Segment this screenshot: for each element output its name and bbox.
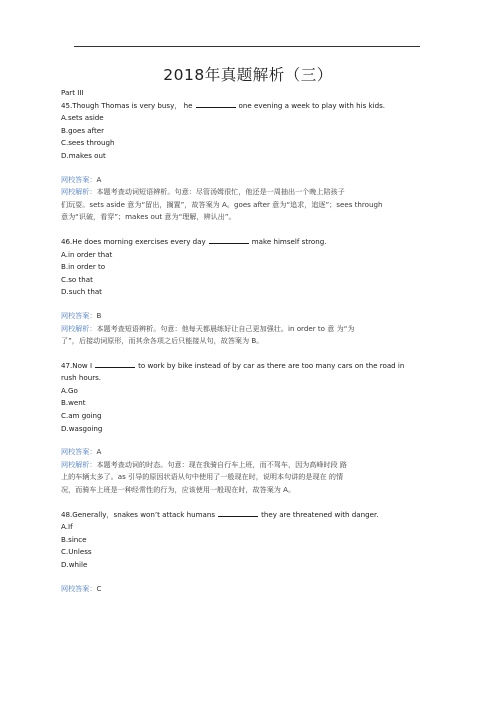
stem-text-after: one evening a week to play with his kids.	[238, 100, 386, 110]
analysis-text: 们玩耍。sets aside 意为“留出，搁置”，故答案为 A。goes after 意为“追求，追逐”；sees through	[61, 199, 383, 209]
question-stem	[61, 509, 433, 522]
answer-line	[61, 446, 433, 459]
stem-text-before: 46.He does morning exercises every day	[61, 236, 206, 246]
answer-label: 网校答案：	[61, 583, 97, 593]
analysis-text: 况，而骑车上班是一种经常性的行为，应该使用一般现在时，故答案为 A。	[61, 485, 296, 495]
answer-section	[61, 583, 433, 596]
option: C.sees through	[61, 138, 115, 148]
analysis-text: 本题考查动词的时态。句意：现在我骑自行车上班，而不驾车，因为高峰时段 路	[96, 459, 348, 469]
option: A.Go	[61, 385, 78, 395]
option: C.so that	[61, 274, 93, 284]
document-body	[61, 87, 433, 595]
option: B.went	[61, 398, 86, 408]
answer-blank	[218, 510, 258, 517]
answer-value: A	[96, 174, 102, 184]
option: B.goes after	[61, 125, 105, 135]
stem-text-before: 45.Though Thomas is very busy， he	[61, 100, 193, 110]
answer-label: 网校答案：	[61, 310, 97, 320]
answer-blank	[196, 101, 236, 108]
answer-label: 网校答案：	[61, 447, 97, 457]
answer-line	[61, 583, 433, 596]
stem-text-before: 47.Now I	[61, 360, 93, 370]
option: D.while	[61, 560, 88, 569]
analysis-text: 本题考查动词短语辨析。句意：尽管汤姆很忙，他还是一周抽出一个晚上陪孩子	[96, 187, 345, 197]
analysis-text: 上的车辆太多了。as 引导的原因状语从句中使用了一般现在时，说明本句讲的是现在 的情	[61, 472, 344, 482]
question-stem	[61, 360, 433, 373]
answer-section	[61, 174, 433, 224]
analysis-line	[61, 459, 433, 472]
analysis-line	[61, 186, 433, 199]
stem-text-after: make himself strong.	[251, 236, 327, 246]
answer-section	[61, 310, 433, 348]
answer-blank	[209, 237, 249, 244]
analysis-text: 了”，后接动词原形，而其余各项之后只能接从句，故答案为 B。	[61, 336, 264, 346]
option: A.in order that	[61, 249, 113, 259]
option: D.such that	[61, 287, 102, 297]
analysis-text: 意为“识破，看穿”；makes out 意为“理解，辨认出”。	[61, 212, 236, 222]
option: C.am going	[61, 411, 102, 421]
analysis-label: 网校解析：	[61, 459, 97, 469]
page-title: 2018年真题解析（三）	[163, 66, 333, 84]
analysis-label: 网校解析：	[61, 323, 97, 333]
option: A.If	[61, 522, 73, 532]
analysis-text: 本题考查短语辨析。句意：他每天都晨练好让自己更加强壮。in order to 意 为“为	[96, 323, 355, 333]
answer-section	[61, 446, 433, 496]
answer-line	[61, 310, 433, 323]
analysis-line	[61, 323, 433, 336]
header-rule	[74, 46, 420, 47]
answer-label: 网校答案：	[61, 174, 97, 184]
answer-value: B	[96, 310, 102, 320]
option: D.makes out	[61, 150, 106, 160]
answer-blank	[95, 361, 135, 368]
answer-value: C	[96, 583, 102, 593]
analysis-label: 网校解析：	[61, 187, 97, 197]
question-stem	[61, 236, 433, 249]
option: B.since	[61, 534, 87, 544]
answer-value: A	[96, 447, 102, 457]
stem-text-after: to work by bike instead of by car as there are too many cars on the road in	[138, 360, 405, 370]
stem-continuation: rush hours.	[61, 373, 102, 383]
part-label: Part III	[61, 88, 84, 97]
option: D.wasgoing	[61, 423, 103, 433]
answer-line	[61, 174, 433, 187]
option: B.in order to	[61, 262, 106, 272]
option: A.sets aside	[61, 113, 104, 123]
option: C.Unless	[61, 547, 92, 557]
stem-text-before: 48.Generally，snakes won’t attack humans	[61, 509, 216, 519]
stem-text-after: they are threatened with danger.	[261, 509, 379, 519]
question-stem	[61, 100, 433, 113]
